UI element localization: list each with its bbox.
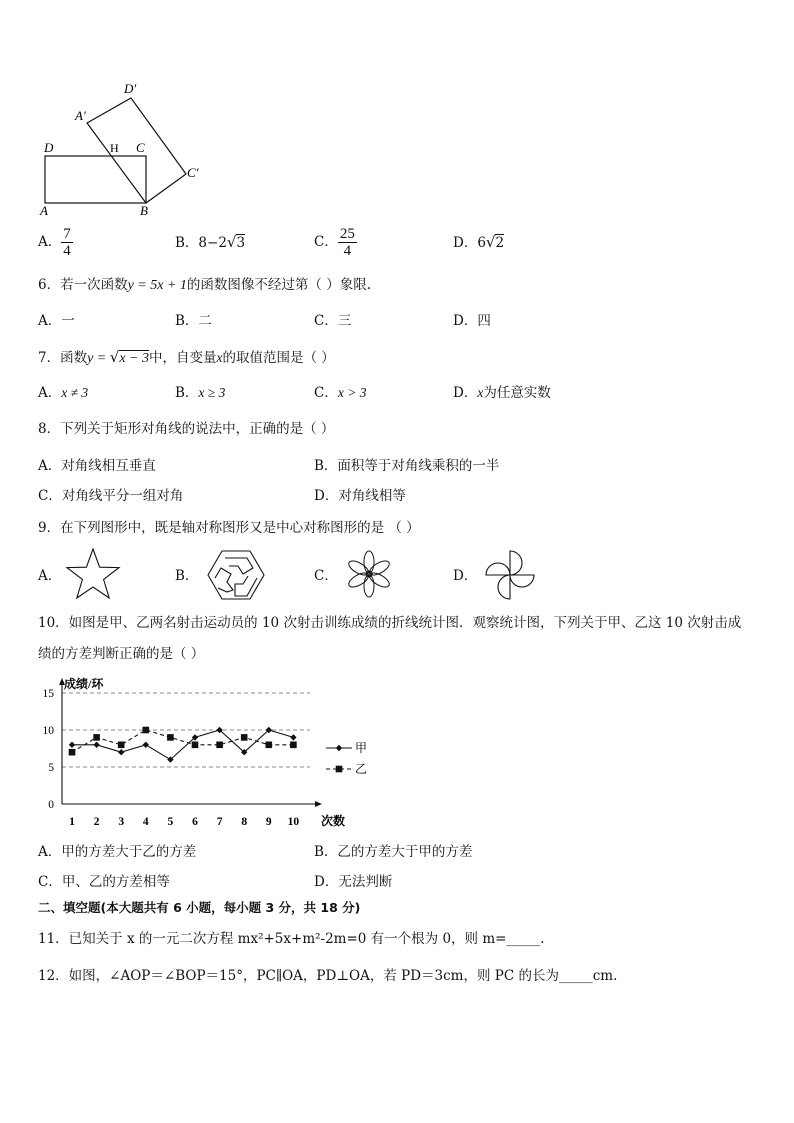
q5-b-radicand: 3 [236,235,246,251]
q7-c-expr: x > 3 [337,385,367,400]
series-yi-point [216,742,223,749]
q10-option-d: D．无法判断 [314,874,393,890]
q5-a-denominator: 4 [63,243,71,259]
q9-option-a-label: A． [38,568,62,584]
q5-a-letter: A． [38,234,62,250]
shooting-scores-line-chart [30,672,368,832]
q5-option-b [175,233,245,252]
x-tick-label: 8 [241,816,248,828]
series-jia-point [118,749,124,755]
series-yi-point [290,742,297,749]
q8-stem: 8．下列关于矩形对角线的说法中，正确的是（ ） [38,421,335,437]
q10-option-c: C．甲、乙的方差相等 [38,874,170,890]
q11-text: 11．已知关于 x 的一元二次方程 mx²+5x+m²-2m=0 有一个根为 0，则 m=_____. [38,931,545,947]
label-D-prime: D′ [124,81,137,96]
x-tick-label: 10 [287,816,300,828]
y-axis-title: 成绩/环 [64,677,104,691]
rectangle-rotation-figure [30,78,210,220]
series-yi-point [167,734,174,741]
q7-stem-mid: 中，自变量 [149,350,217,366]
label-A: A [40,203,48,218]
series-jia-point [290,734,296,740]
q6-stem-pre: 6．若一次函数 [38,277,128,293]
q9-option-d-label: D． [453,568,478,584]
q9-option-c-label: C． [314,568,338,584]
q5-option-d [453,233,504,252]
q8-option-d: D．对角线相等 [314,488,406,504]
q10-stem-line2: 绩的方差判断正确的是（ ） [38,646,205,662]
legend-yi-marker [336,766,343,773]
x-tick-label: 1 [69,816,75,828]
label-C-prime: C′ [187,165,199,180]
label-B: B [140,203,148,218]
y-tick-label: 5 [48,762,54,774]
q10-stem-line1: 10．如图是甲、乙两名射击运动员的 10 次射击训练成绩的折线统计图．观察统计图，下列关于甲、乙这 10 次射击成 [38,615,742,631]
x-tick-label: 7 [216,816,223,828]
q5-c-denominator: 4 [343,243,352,259]
q7-c-letter: C． [314,385,338,401]
series-yi-point [241,734,248,741]
q5-option-a [38,226,73,259]
series-jia-line [72,730,293,760]
label-C: C [136,140,145,155]
label-D: D [44,140,54,155]
legend-yi-label: 乙 [355,762,368,776]
q5-b-letter: B．8−2 [175,235,227,251]
q7-d-expr: x [477,385,484,400]
series-yi-point [69,749,76,756]
q5-d-letter: D．6 [453,235,486,251]
q10-option-a: A．甲的方差大于乙的方差 [38,844,197,860]
label-A-prime: A′ [75,108,86,123]
recycle-hexagon-icon [205,548,267,602]
x-tick-label: 2 [93,816,100,828]
q5-c-fraction [338,226,357,259]
q12-text: 12．如图，∠AOP＝∠BOP＝15°，PC∥OA，PD⊥OA，若 PD＝3cm，则 PC 的长为_____cm. [38,968,618,984]
section-heading: 二、填空题(本大题共有 6 小题，每小题 3 分，共 18 分) [38,900,361,915]
series-jia-point [69,742,75,748]
q8-option-c: C．对角线平分一组对角 [38,488,184,504]
q5-a-numerator: 7 [63,226,71,242]
q8-option-b: B．面积等于对角线乘积的一半 [314,458,500,474]
x-tick-label: 5 [167,816,174,828]
y-tick-label: 15 [42,688,54,700]
q6-stem-post: 的函数图像不经过第（ ）象限. [186,277,372,293]
q9-stem: 9．在下列图形中，既是轴对称图形又是中心对称图形的是 （ ） [38,520,420,536]
q7-y: y = [87,351,110,366]
sqrt-icon: √ [109,348,120,366]
x-tick-label: 3 [118,816,125,828]
series-jia-point [143,742,149,748]
q10-option-b: B．乙的方差大于甲的方差 [314,844,473,860]
q6-stem [38,276,371,295]
q7-radicand: x − 3 [119,351,149,366]
q6-option-a: A．一 [38,313,75,329]
star-icon [64,547,122,603]
x-axis-title: 次数 [321,814,346,828]
q6-option-d: D．四 [453,313,491,329]
q7-option-b [175,384,225,402]
x-tick-label: 6 [192,816,198,828]
series-yi-point [192,742,199,749]
q5-a-fraction [61,226,73,259]
series-yi-point [143,727,150,734]
q7-d-letter: D． [453,385,478,401]
q5-c-letter: C． [314,234,338,250]
q5-d-radicand: 2 [495,235,505,251]
q7-option-d [453,384,551,402]
q7-stem-post: 的取值范围是（ ） [222,350,335,366]
series-jia-point [93,742,99,748]
q7-a-expr: x ≠ 3 [61,385,89,400]
q6-option-c: C．三 [314,313,352,329]
legend-jia-marker [336,745,342,751]
q7-stem [38,348,335,368]
series-yi-point [266,742,273,749]
x-axis-arrow-icon [315,801,322,807]
series-yi-point [93,734,100,741]
sqrt-icon: √ [226,233,237,251]
q7-option-c [314,384,366,402]
legend-jia-label: 甲 [355,741,368,755]
y-tick-label: 0 [48,799,54,811]
x-tick-label: 9 [265,816,272,828]
q7-stem-pre: 7．函数 [38,350,88,366]
q8-option-a: A．对角线相互垂直 [38,458,156,474]
q7-a-letter: A． [38,385,62,401]
sqrt-icon: √ [485,233,496,251]
flower-icon [343,547,395,601]
y-tick-label: 10 [42,725,54,737]
q6-option-b: B．二 [175,313,212,329]
pinwheel-icon [482,547,538,603]
q5-c-numerator: 25 [339,226,355,242]
q7-d-text: 为任意实数 [483,385,551,401]
q5-option-c [314,226,357,259]
q7-b-expr: x ≥ 3 [198,385,226,400]
q7-option-a [38,384,88,402]
q9-option-b-label: B． [175,568,199,584]
label-H: H [110,141,119,155]
q7-b-letter: B． [175,385,199,401]
q7-variable: x [216,350,223,365]
q6-expression: y = 5x + 1 [127,278,187,293]
x-tick-label: 4 [142,816,149,828]
series-yi-point [118,742,125,749]
